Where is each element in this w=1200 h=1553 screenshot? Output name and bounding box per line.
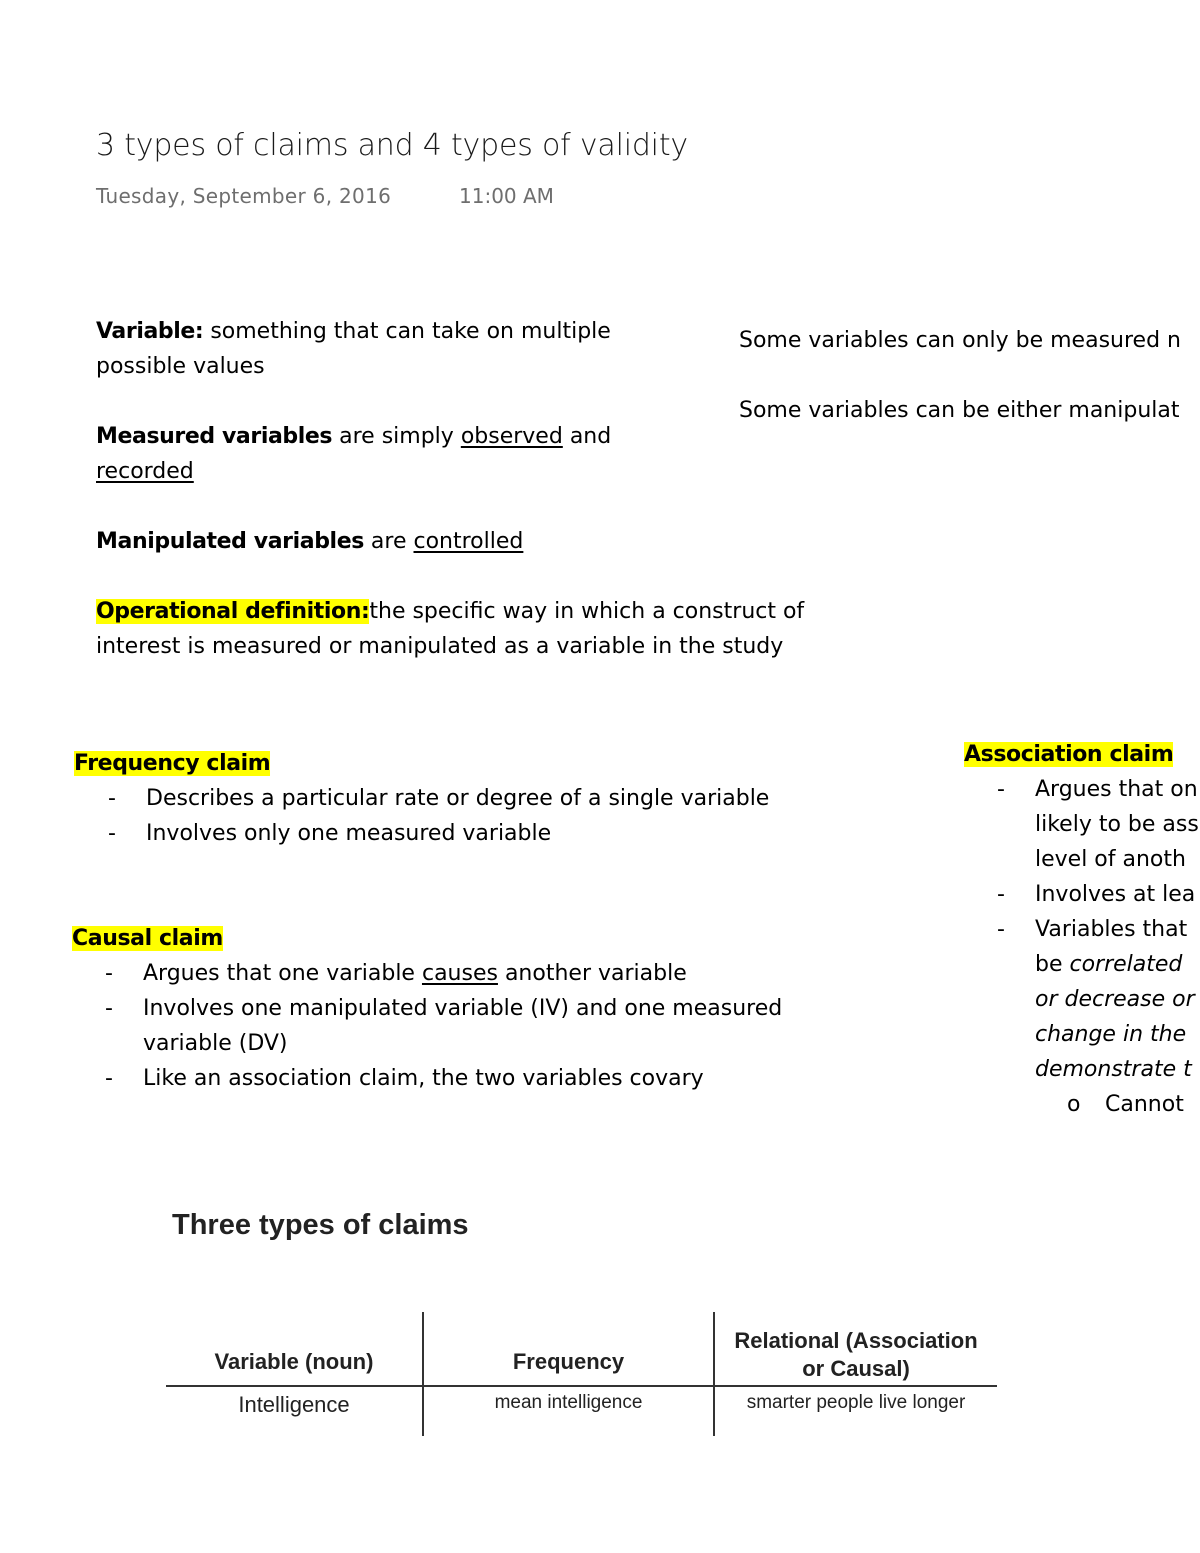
causal-item-2-line2: variable (DV) <box>143 1031 288 1056</box>
variable-definition <box>96 314 611 384</box>
page-time: 11:00 AM <box>459 184 554 208</box>
association-claim-label: Association claim <box>964 742 1174 767</box>
page-title: 3 types of claims and 4 types of validity <box>96 128 688 163</box>
association-claim-list <box>997 772 1199 1122</box>
table-header-relational-line2: or Causal) <box>802 1356 910 1381</box>
measured-recorded: recorded <box>96 459 194 484</box>
measured-observed: observed <box>460 424 563 449</box>
measured-and: and <box>569 424 612 449</box>
variable-def-line1: something that can take on multiple <box>210 319 611 344</box>
manipulated-mid: are <box>370 529 407 554</box>
right-note-manipulated: Some variables can be either manipulat <box>739 398 1180 423</box>
frequency-claim-label: Frequency claim <box>74 751 271 776</box>
association-claim-heading <box>964 737 1173 772</box>
frequency-claim-heading <box>74 746 270 781</box>
dash-bullet: - <box>997 917 1005 942</box>
list-item <box>105 991 783 1061</box>
table-header-relational <box>715 1327 997 1383</box>
circle-bullet: o <box>1067 1092 1081 1117</box>
table-cell-frequency: mean intelligence <box>494 1392 643 1413</box>
list-item <box>108 781 770 816</box>
measured-mid: are simply <box>339 424 454 449</box>
table-header-variable: Variable (noun) <box>214 1349 374 1374</box>
dash-bullet: - <box>105 961 113 986</box>
page-date: Tuesday, September 6, 2016 <box>96 184 392 208</box>
dash-bullet: - <box>105 1066 113 1091</box>
association-item-3-line5: demonstrate t <box>1035 1057 1192 1082</box>
table-header-relational-line1: Relational (Association <box>734 1328 978 1353</box>
dash-bullet: - <box>108 786 116 811</box>
association-item-1-line1: Argues that on <box>1035 777 1198 802</box>
causal-item-3: Like an association claim, the two variables covary <box>143 1066 704 1091</box>
table-cell-relational: smarter people live longer <box>746 1392 966 1413</box>
list-item <box>997 772 1199 877</box>
association-item-3-correlated: correlated <box>1069 952 1183 977</box>
table-title: Three types of claims <box>172 1209 469 1241</box>
causal-item-1-causes: causes <box>421 961 498 986</box>
causal-claim-heading <box>72 921 223 956</box>
association-item-1-line2: likely to be ass <box>1035 812 1199 837</box>
causal-claim-label: Causal claim <box>72 926 223 951</box>
list-item <box>997 912 1199 1087</box>
causal-item-1-post: another variable <box>504 961 687 986</box>
causal-claim-list <box>105 956 783 1096</box>
manipulated-definition <box>96 524 523 559</box>
list-item <box>997 877 1199 912</box>
dash-bullet: - <box>105 996 113 1021</box>
dash-bullet: - <box>997 882 1005 907</box>
operational-def-line1: the specific way in which a construct of <box>369 599 805 624</box>
frequency-item-2: Involves only one measured variable <box>146 821 552 846</box>
list-item <box>1035 1087 1199 1122</box>
operational-definition <box>96 594 804 664</box>
association-item-3-line2-pre: be <box>1035 952 1070 977</box>
measured-term: Measured variables <box>96 424 333 449</box>
dash-bullet: - <box>108 821 116 846</box>
table-cell-variable: Intelligence <box>238 1392 350 1417</box>
manipulated-controlled: controlled <box>413 529 524 554</box>
association-item-2: Involves at lea <box>1035 882 1196 907</box>
table-header-rule <box>166 1385 997 1387</box>
manipulated-term: Manipulated variables <box>96 529 364 554</box>
causal-item-1-pre: Argues that one variable <box>143 961 415 986</box>
list-item <box>105 1061 782 1096</box>
list-item <box>108 816 769 851</box>
frequency-item-1: Describes a particular rate or degree of a single variable <box>146 786 770 811</box>
association-item-3-line3: or decrease or <box>1035 987 1195 1012</box>
right-note-measured: Some variables can only be measured n <box>739 328 1181 353</box>
association-item-3-line4: change in the <box>1035 1022 1187 1047</box>
causal-item-2-line1: Involves one manipulated variable (IV) and one measured <box>143 996 783 1021</box>
operational-def-line2: interest is measured or manipulated as a variable in the study <box>96 634 784 659</box>
association-item-3-line1: Variables that <box>1035 917 1188 942</box>
dash-bullet: - <box>997 777 1005 802</box>
claims-table <box>166 1312 997 1436</box>
measured-definition <box>96 419 611 489</box>
frequency-claim-list <box>108 781 770 851</box>
variable-def-line2: possible values <box>96 354 265 379</box>
association-item-1-line3: level of anoth <box>1035 847 1186 872</box>
table-header-frequency: Frequency <box>512 1349 625 1374</box>
list-item <box>105 956 782 991</box>
association-subitem-1: Cannot <box>1105 1092 1184 1117</box>
variable-term: Variable: <box>96 319 204 344</box>
operational-term: Operational definition: <box>96 599 370 624</box>
